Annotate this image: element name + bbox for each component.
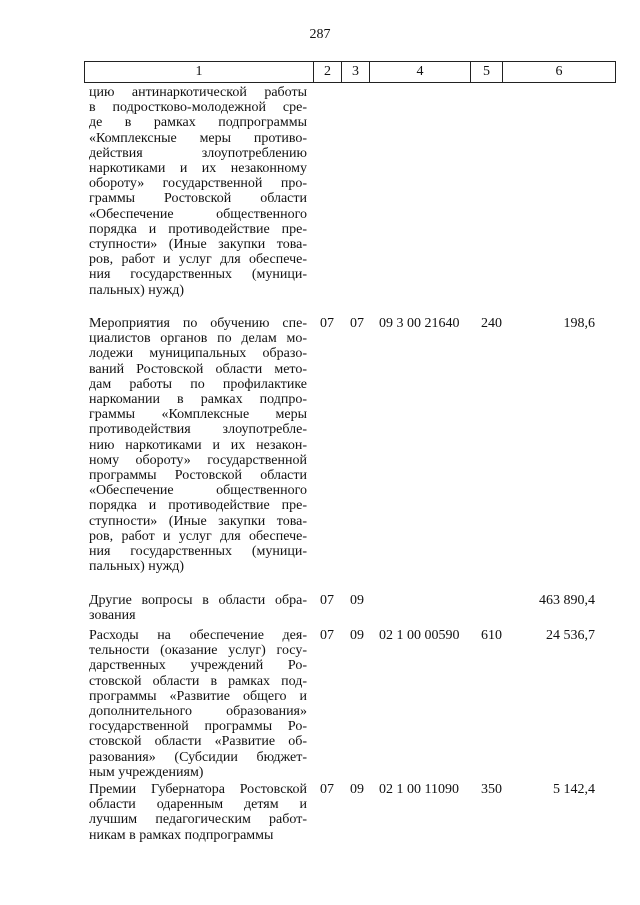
page-number: 287	[309, 27, 331, 42]
column-header-3: 3	[342, 62, 370, 83]
column-header-6: 6	[503, 62, 616, 83]
description-line: цию антинаркотической работы	[89, 85, 307, 100]
description-line: действия злоупотреблению	[89, 145, 307, 161]
description-line: противодействия злоупотребле-	[89, 422, 307, 438]
row-description	[89, 593, 307, 623]
description-line: циалистов органов по делам мо-	[89, 331, 307, 347]
description-line: наркотиками и их незаконному	[89, 161, 307, 177]
column-header-row	[85, 62, 616, 83]
description-line: ров, работ и услуг для обеспече-	[89, 528, 307, 544]
section-code: 07	[320, 316, 334, 331]
expense-type-code: 350	[481, 782, 502, 797]
description-line: тельности (оказание услуг) госу-	[89, 643, 307, 659]
description-line: «Обеспечение общественного	[89, 483, 307, 499]
subsection-code: 09	[350, 782, 364, 797]
column-header-4: 4	[370, 62, 471, 83]
description-line: обороту» государственной про-	[89, 176, 307, 192]
description-line: ваний Ростовской области мето-	[89, 361, 307, 377]
description-line: Другие вопросы в области обра-	[89, 593, 307, 608]
expense-type-code: 240	[481, 316, 502, 331]
description-line: области одаренным детям и	[89, 797, 307, 813]
description-line: дарственных учреждений Ро-	[89, 658, 307, 674]
description-line: «Обеспечение общественного	[89, 206, 307, 222]
description-line: ния государственных (муници-	[89, 267, 307, 283]
target-article-code: 09 3 00 21640	[379, 316, 460, 331]
description-line: граммы «Комплексные меры	[89, 407, 307, 423]
row-description	[89, 782, 307, 843]
subsection-code: 07	[350, 316, 364, 331]
section-code: 07	[320, 782, 334, 797]
description-line: граммы Ростовской области	[89, 191, 307, 207]
description-line: лучшим педагогическим работ-	[89, 812, 307, 828]
description-line: ров, работ и услуг для обеспече-	[89, 252, 307, 268]
description-line: «Комплексные меры противо-	[89, 130, 307, 146]
description-line: пальных) нужд)	[89, 282, 185, 298]
description-line: зования	[89, 608, 136, 624]
description-line: де в рамках подпрограммы	[89, 115, 307, 131]
section-code: 07	[320, 593, 334, 608]
column-header-5: 5	[471, 62, 503, 83]
amount: 24 536,7	[546, 628, 595, 643]
description-line: лодежи муниципальных образо-	[89, 346, 307, 362]
description-line: пальных) нужд)	[89, 559, 185, 575]
column-header-2: 2	[314, 62, 342, 83]
column-header-table	[84, 61, 616, 83]
row-description	[89, 316, 307, 574]
description-line: Мероприятия по обучению спе-	[89, 316, 307, 331]
description-line: в подростково-молодежной сре-	[89, 100, 307, 116]
target-article-code: 02 1 00 00590	[379, 628, 460, 643]
amount: 198,6	[563, 316, 595, 331]
description-line: ным учреждениям)	[89, 764, 204, 780]
description-line: никам в рамках подпрограммы	[89, 827, 274, 843]
description-line: государственной программы Ро-	[89, 719, 307, 735]
description-line: дополнительного образования»	[89, 704, 307, 720]
description-line: Премии Губернатора Ростовской	[89, 782, 307, 797]
description-line: ному обороту» государственной	[89, 452, 307, 468]
description-line: ния государственных (муници-	[89, 544, 307, 560]
description-line: порядка и противодействие пре-	[89, 221, 307, 237]
description-line: стовской области в рамках под-	[89, 673, 307, 689]
subsection-code: 09	[350, 593, 364, 608]
row-description	[89, 85, 307, 298]
description-line: ступности» (Иные закупки това-	[89, 513, 307, 529]
description-line: программы «Развитие общего и	[89, 688, 307, 704]
amount: 5 142,4	[553, 782, 595, 797]
description-line: Расходы на обеспечение дея-	[89, 628, 307, 643]
description-line: стовской области «Развитие об-	[89, 734, 307, 750]
description-line: порядка и противодействие пре-	[89, 498, 307, 514]
column-header-1: 1	[85, 62, 314, 83]
amount: 463 890,4	[539, 593, 595, 608]
target-article-code: 02 1 00 11090	[379, 782, 459, 797]
description-line: ступности» (Иные закупки това-	[89, 237, 307, 253]
row-description	[89, 628, 307, 780]
description-line: нию наркотиками и их незакон-	[89, 437, 307, 453]
description-line: дам работы по профилактике	[89, 376, 307, 392]
description-line: наркомании в рамках подпро-	[89, 392, 307, 408]
description-line: программы Ростовской области	[89, 468, 307, 484]
description-line: разования» (Субсидии бюджет-	[89, 749, 307, 765]
section-code: 07	[320, 628, 334, 643]
subsection-code: 09	[350, 628, 364, 643]
expense-type-code: 610	[481, 628, 502, 643]
